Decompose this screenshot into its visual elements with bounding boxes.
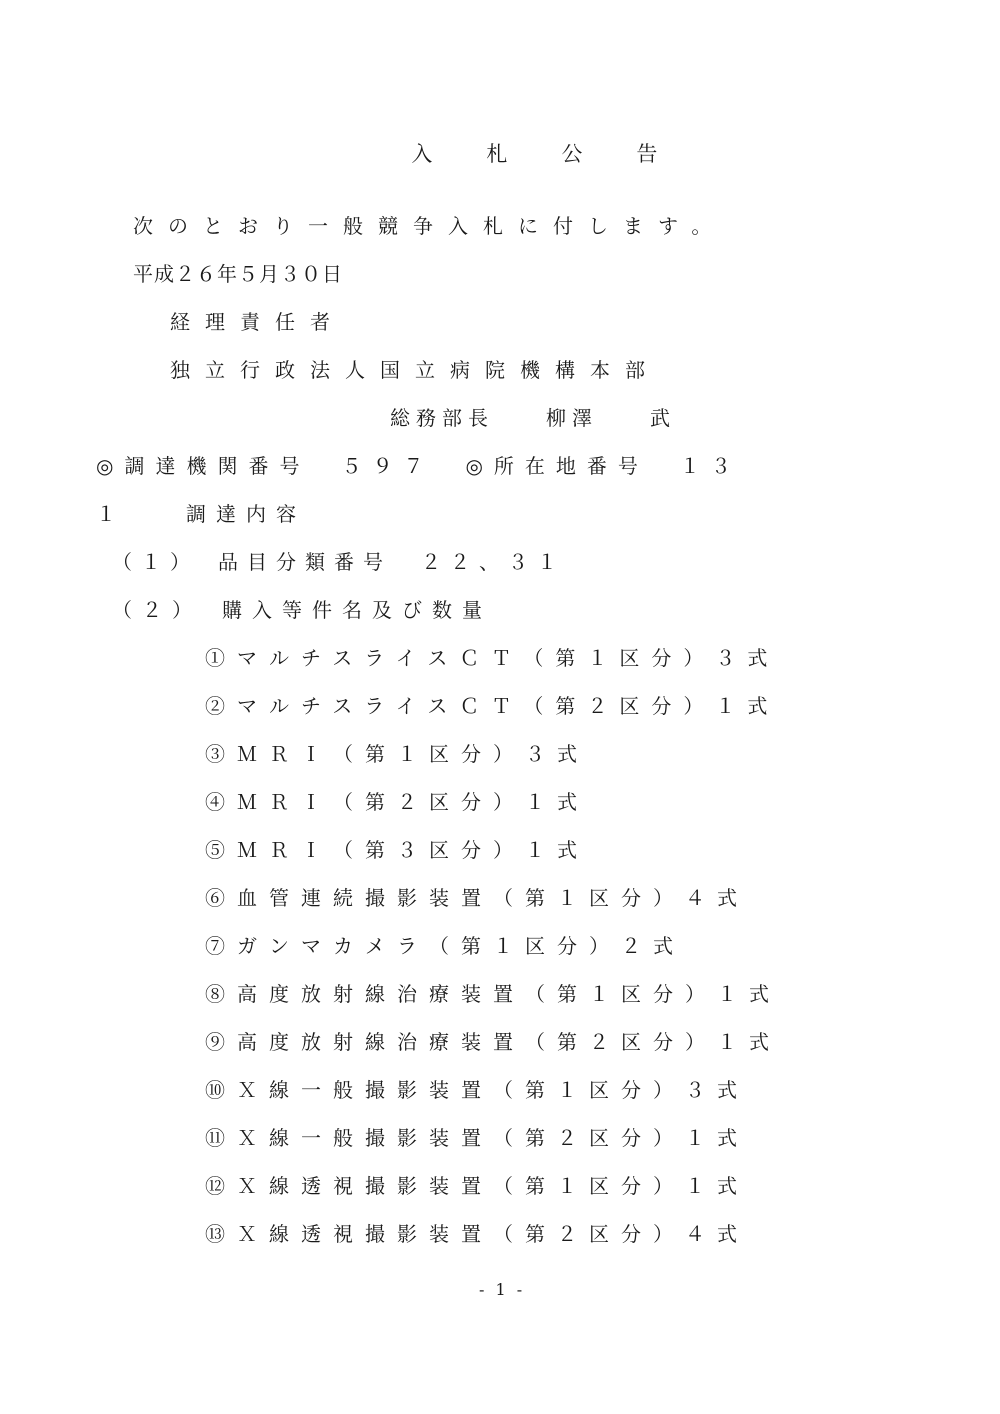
classification-number: （１） 品目分類番号 ２２、３１ [112, 550, 566, 574]
officer-organization: 独立行政法人国立病院機構本部 [170, 358, 660, 382]
agency-number-line: ◎調達機関番号 ５９７ ◎所在地番号 １３ [96, 454, 742, 478]
title-char: 公 [561, 142, 583, 166]
list-item: ⑦ガンマカメラ（第１区分）２式 [205, 934, 685, 958]
list-item: ③ＭＲＩ（第１区分）３式 [205, 742, 589, 766]
list-item: ⑫Ｘ線透視撮影装置（第１区分）１式 [205, 1174, 749, 1198]
list-item: ⑤ＭＲＩ（第３区分）１式 [205, 838, 589, 862]
list-item: ⑬Ｘ線透視撮影装置（第２区分）４式 [205, 1222, 749, 1246]
intro-text: 次のとおり一般競争入札に付します。 [133, 214, 727, 238]
list-item: ⑧高度放射線治療装置（第１区分）１式 [205, 982, 781, 1006]
list-item: ⑪Ｘ線一般撮影装置（第２区分）１式 [205, 1126, 749, 1150]
title-char: 告 [636, 142, 658, 166]
purchase-items-heading: （２） 購入等件名及び数量 [112, 598, 492, 622]
officer-name: 総務部長 柳澤 武 [390, 406, 676, 430]
list-item: ④ＭＲＩ（第２区分）１式 [205, 790, 589, 814]
notice-date: 平成２６年５月３０日 [133, 262, 343, 286]
section-heading: １ 調達内容 [96, 502, 306, 526]
title-char: 札 [486, 142, 508, 166]
list-item: ⑩Ｘ線一般撮影装置（第１区分）３式 [205, 1078, 749, 1102]
list-item: ⑥血管連続撮影装置（第１区分）４式 [205, 886, 749, 910]
title-char: 入 [411, 142, 433, 166]
list-item: ⑨高度放射線治療装置（第２区分）１式 [205, 1030, 781, 1054]
officer-role: 経理責任者 [170, 310, 345, 334]
page-number: - 1 - [479, 1280, 526, 1299]
document-title [398, 118, 711, 166]
list-item: ②マルチスライスＣＴ（第２区分）１式 [205, 694, 780, 718]
list-item: ①マルチスライスＣＴ（第１区分）３式 [205, 646, 780, 670]
